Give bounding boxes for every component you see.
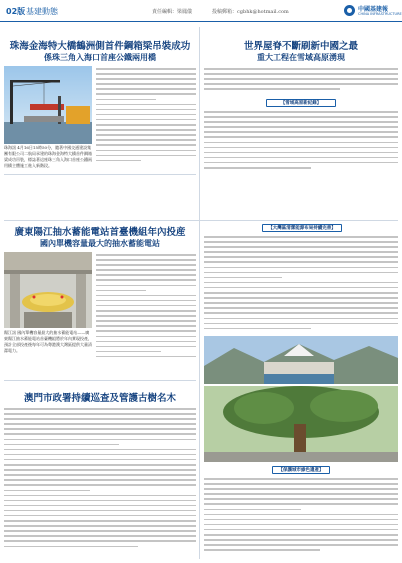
tree-photo: [204, 386, 398, 462]
macau-body-text-right: [204, 478, 398, 558]
pump-caption: 陽江訊 國內單機容量最大的抽水蓄能電站——廣東陽江抽水蓄能電站首臺機組將於年內實現投產，預計全部投產後每年可為粵港澳大灣區提供大量清潔電力。: [4, 330, 92, 353]
pump-body-text-right: [204, 236, 398, 336]
page-number: 02版: [6, 7, 26, 16]
bridge-photo: [4, 66, 92, 144]
logo-text: 中國基建報: [358, 6, 389, 13]
dam-subhead: 重大工程在雪域高原湧現: [257, 52, 345, 62]
pump-photo: [4, 252, 92, 328]
macau-section-label: 【保護城市綠色遺產】: [272, 466, 330, 474]
editor-credit: 責任編輯：梁鳳儀: [152, 9, 193, 15]
logo-subtext: CHINA INFRASTRUCTURE: [358, 12, 402, 16]
dam-section-label: 【雪域高原新紀錄】: [266, 99, 336, 107]
bridge-headline: 珠海金海特大橋鶴洲側首件鋼箱梁吊裝成功: [9, 41, 191, 52]
section-divider: [4, 380, 196, 381]
section-divider: [4, 220, 398, 221]
submission-email: 投稿郵箱：cgbhk@hotmail.com: [212, 9, 289, 15]
column-divider: [199, 27, 200, 559]
dam-headline: 世界屋脊不斷刷新中國之最: [243, 41, 358, 52]
page-header: [0, 0, 402, 22]
bridge-body-text: [96, 68, 196, 168]
bridge-subhead: 係珠三角入海口首座公鐵兩用橋: [44, 52, 156, 62]
macau-headline: 澳門市政署持續巡查及管護古樹名木: [23, 393, 176, 404]
logo-icon: [344, 5, 355, 16]
pump-headline: 廣東陽江抽水蓄能電站首臺機組年內投産: [14, 227, 186, 238]
newspaper-logo: [344, 3, 400, 19]
dam-photo: [204, 336, 398, 384]
dam-intro-text: [204, 68, 398, 96]
dam-body-text: [204, 111, 398, 176]
bridge-caption: 珠海訊 4月16日15時50分，隨著中國交通建設集團有限公司二航局承建的珠海金海特大橋首件鋼箱梁成功吊裝，標誌著這座珠三角入海口首座公鐵兩用橋主體施工進入新階段。: [4, 145, 92, 168]
pump-body-text-left: [96, 254, 196, 364]
pump-section-label: 【大灣區清潔能源布局持續完善】: [262, 224, 342, 232]
section-name: 基建動態: [26, 7, 58, 16]
section-divider: [4, 174, 196, 175]
pump-subhead: 國內單機容量最大的抽水蓄能電站: [40, 238, 160, 248]
macau-body-text: [4, 408, 196, 558]
